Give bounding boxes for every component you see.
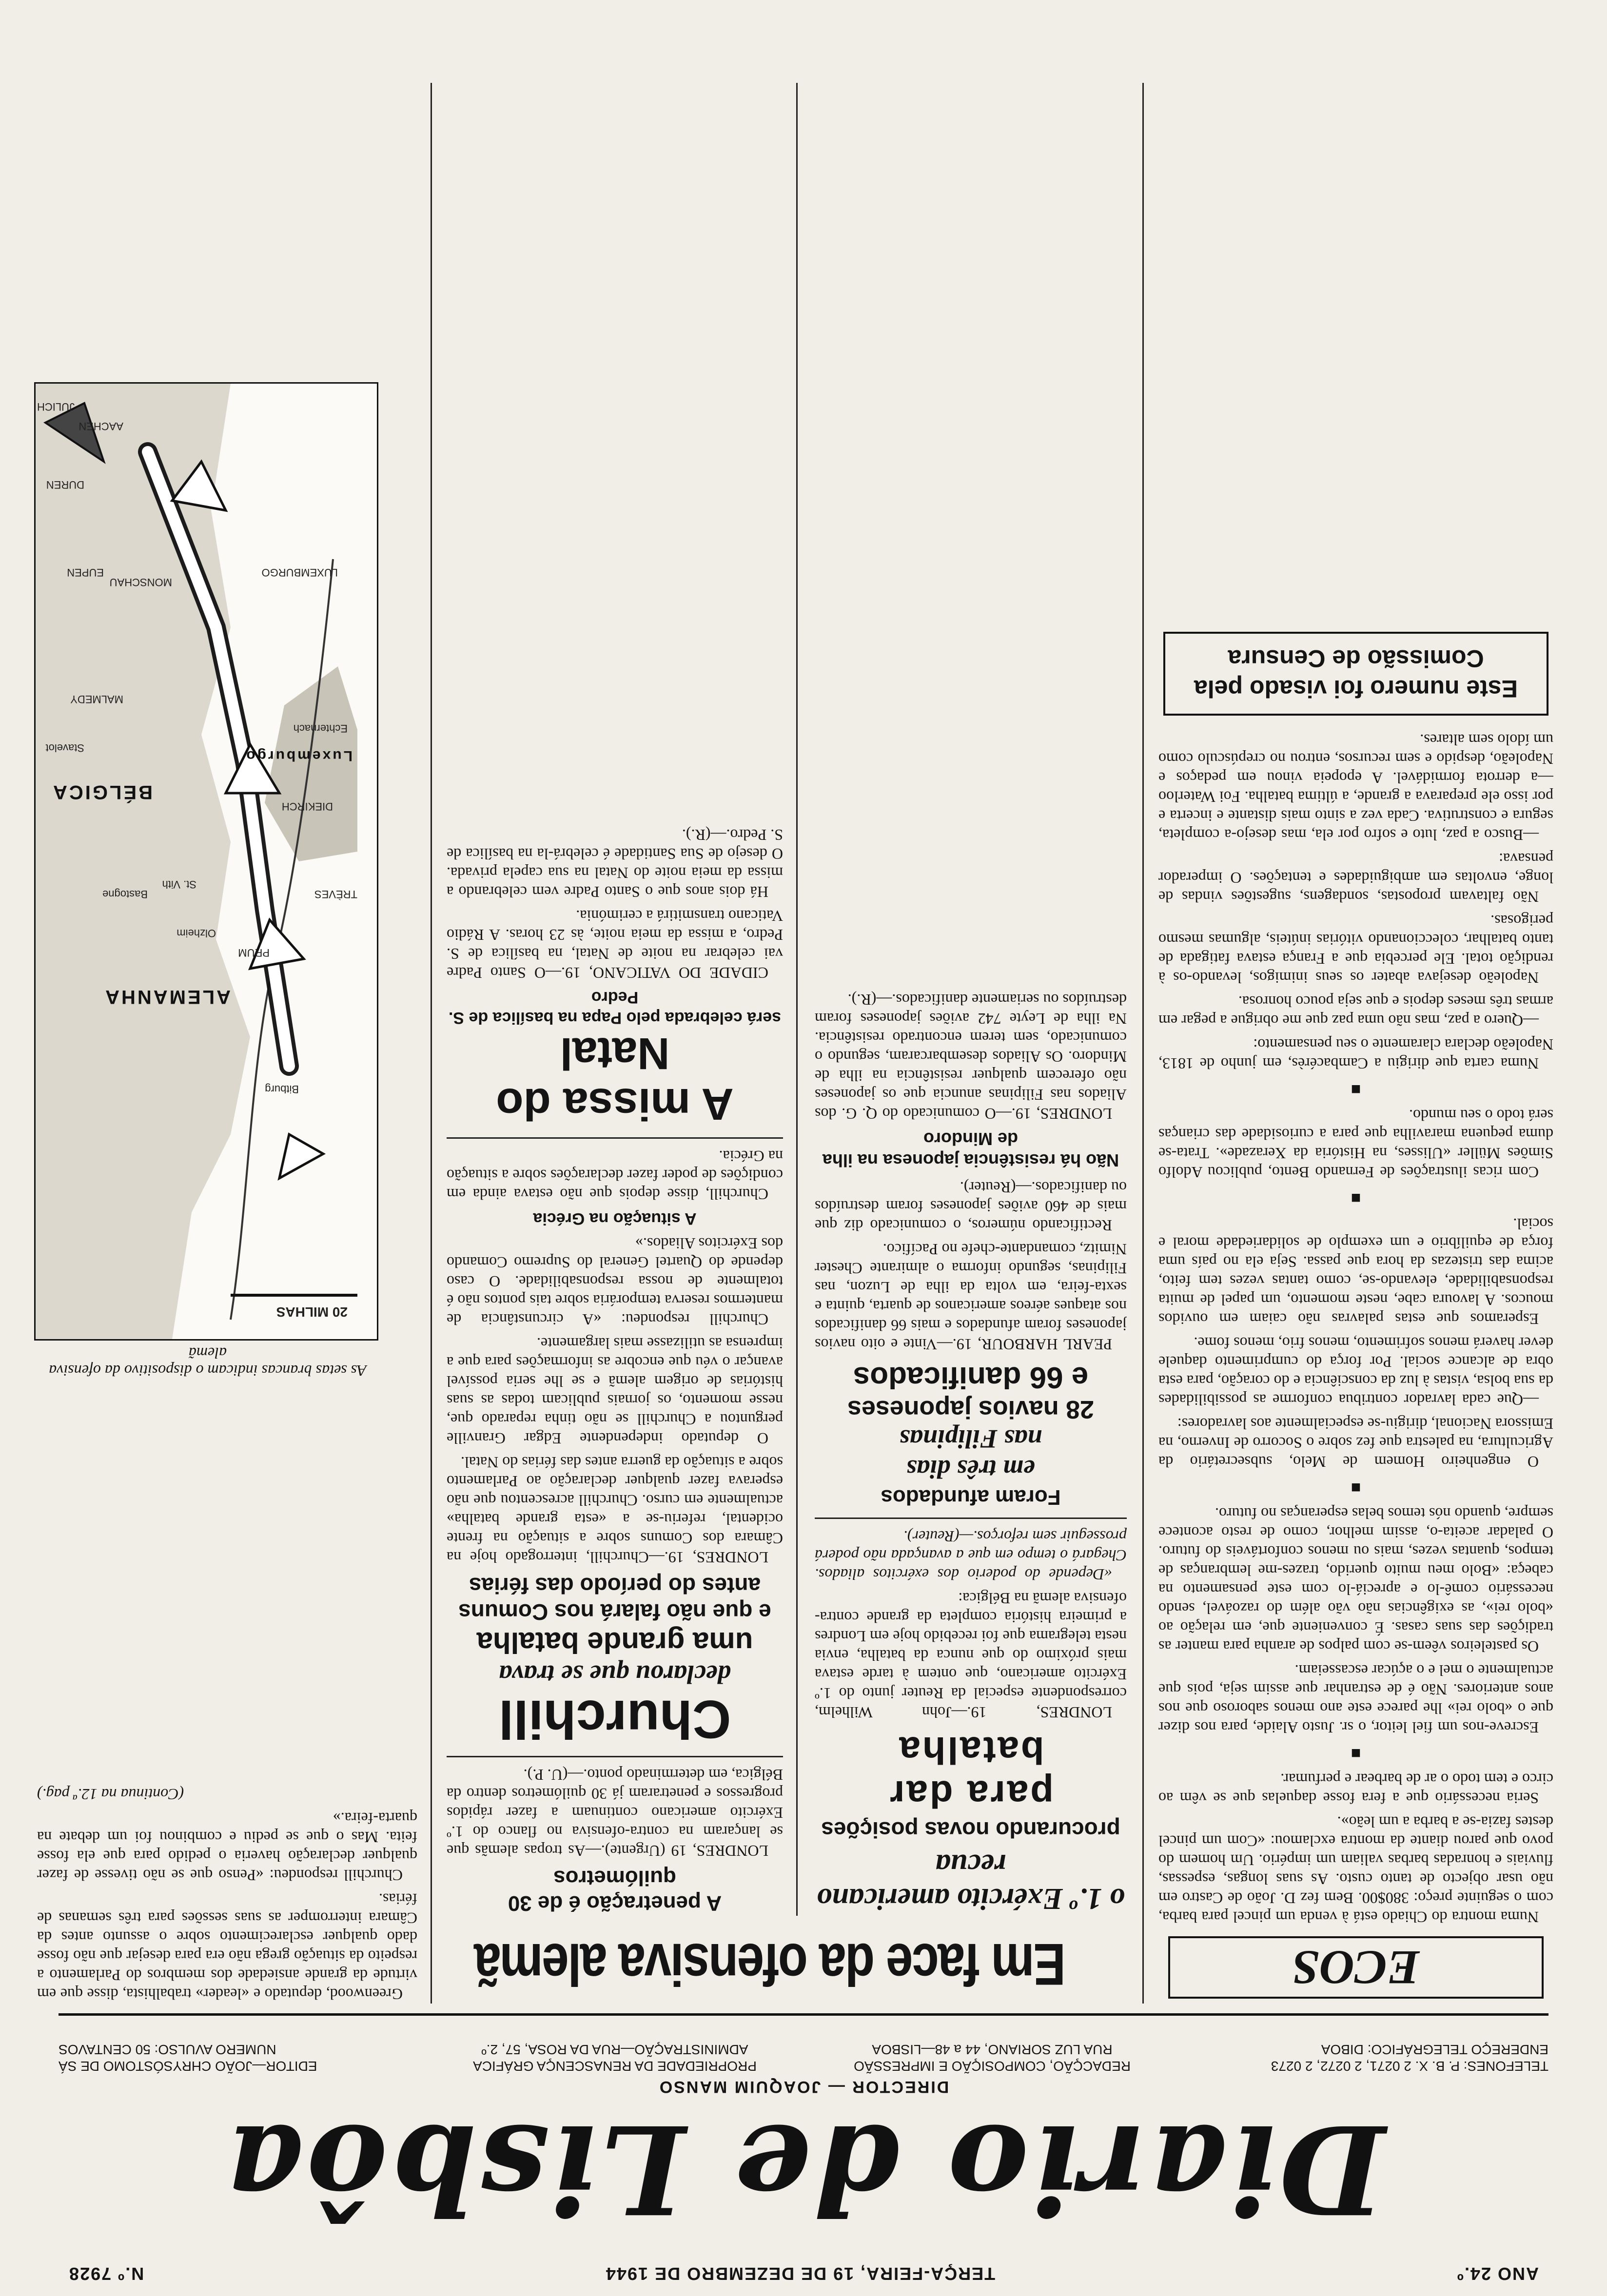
town-label: AACHEN xyxy=(78,420,123,432)
meta-redaction: REDACÇÃO, COMPOSIÇÃO E IMPRESSÃO RUA LUZ SORIANO, 44 a 48—LISBOA xyxy=(854,2042,1131,2074)
masthead-meta xyxy=(49,2021,1558,2074)
mass-sub: será celebrada pelo Papa na basílica de S. Pedro xyxy=(448,988,782,1027)
churchill-headline: Churchill xyxy=(498,1689,731,1749)
meta-property: PROPRIEDADE DA RENASCENÇA GRÁFICA ADMINISTRAÇÃO—RUA DA ROSA, 57, 2.º xyxy=(473,2042,757,2074)
town-label: St. Vith xyxy=(162,878,196,891)
meta-phones: TELEFONES: P. B. X. 2 0271, 2 0272, 2 0273 ENDEREÇO TELEGRÁFICO: DIBOA xyxy=(1271,2042,1548,2074)
town-label: MALMEDY xyxy=(70,693,123,705)
continued-note: (Continua na 12.ª pag.) xyxy=(37,1786,184,1803)
separator-icon: ■ xyxy=(1351,1189,1361,1207)
main-headline: Em face da ofensiva alemã xyxy=(475,1931,1066,1998)
issue-number: N.º 7928 xyxy=(68,2264,144,2284)
town-label: Olzheim xyxy=(176,927,216,939)
churchill-sub-2: uma grande batalha xyxy=(476,1626,753,1659)
masthead-rule xyxy=(59,2013,1548,2016)
town-label: JULICH xyxy=(37,401,75,413)
town-label: Echternach xyxy=(293,722,348,735)
column-3 xyxy=(447,83,783,1916)
churchill-sub-3: e que não falará nos Comuns xyxy=(458,1599,771,1625)
philippines-title-3: nas Filipinas xyxy=(899,1424,1042,1454)
mindoro-title: Não há resistência japonesa na ilha de Mindoro xyxy=(822,1129,1119,1170)
town-label: LUXEMBURGO xyxy=(261,566,338,579)
section-rule xyxy=(815,1518,1127,1519)
subheadline-2: procurando novas posições xyxy=(821,1817,1120,1843)
separator-icon: ■ xyxy=(1351,1479,1361,1497)
town-label: EUPEN xyxy=(67,566,104,579)
ecos-text: Numa montra do Chiado está à venda um pincel para barba, com o seguinte preço: 380$00. Bem fez D. João de Castro em não usar objecto de tanto custo. As suas longas, espessas, fluviais e honradas barbas valiam um império. Um homem do povo que parou diante da montra exclamou: «Com um pincel destes fazia-se a barba a um leão». Seria necessário que a fera fosse daquelas que se vêm ao circo e tem todo o ar de barbear e perfumar. ■ Escreve-nos um fiel leitor, o sr. Justo Alaide, para nos dizer que o «bolo rei» lhe parece este ano menos saboroso que nos anos anteriores. Não é de estranhar que assim seja, pois que actualmente o mel e o açúcar escasseiam. Os pasteleiros vêem-se com palpos de aranha para manter as tradições das suas casas. É conveniente que, em relação ao «bolo rei», as exigências não vão além do razoável, sendo necessário comê-lo e apreciá-lo com este pensamento na cabeça: «Bolo meu muito querido, trazes-me lembranças de tempos, quantas vezes, mais ou menos confortáveis do futuro. O paladar aceita-o, assim melhor, como de resto acontece sempre, quando nós temos belas esperanças no futuro. ■ O engenheiro Homem de Melo, subsecretário da Agricultura, na palestra que fez sobre o Socorro de Inverno, na Emissora Nacional, dirigiu-se especialmente aos lavradores: —Que cada lavrador contribua conforme as possibilidades da sua bolsa, vistas à luz da consciência e do coração, para esta obra de alcance social. Por força do cumprimento daquele dever haverá menos sofrimento, menos frio, menos fome. Esperamos que estas palavras não caiam em ouvidos moucos. A lavoura cabe, neste momento, um papel de muita responsabilidade, elevando-se, como tantas vezes tem feito, acima das tristezas da hora que passa. Seja ela no país uma força de equilíbrio e um exemplo de solidariedade moral e social. ■ Com ricas ilustrações de Fernando Bento, publicou Adolfo Simões Müller «Ulisses, na História da Xerazade». Trata-se duma pequena maravilha que para a curiosidade das crianças será todo o seu mundo. ■ Numa carta que dirigiu a Cambacérès, em junho de 1813, Napoleão declara claramente o seu pensamento: —Quero a paz, mas não uma paz que me obrigue a pegar em armas três meses depois e que seja pouco honrosa. Napoleão desejava abater os seus inimigos, levando-os à rendição total. Ele percebia que a França estava fatigada de tanto batalhar, coleccionando vitórias inúteis, algumas mesmo perigosas. Não faltavam propostas, sondagens, sugestões vindas de longe, envoltas em ambiguidades e tentações. O imperador pensava: —Busco a paz, luto e sofro por ela, mas desejo-a completa, segura e construtiva. Cada vez a sinto mais distante e incerta e por isso ele preparava a grande, a última batalha. Foi Waterloo—a derrota formidável. A epopeia vinou em pedaços e Napoleão, despido e sem recursos, entrou no crepúsculo como um ídolo sem altares. xyxy=(1158,731,1553,1926)
year: ANO 24.º xyxy=(1456,2264,1539,2284)
map-country-belgium: BÉLGICA xyxy=(51,781,153,803)
section-rule xyxy=(447,1756,783,1757)
town-label: Stavelot xyxy=(45,742,84,754)
town-label: TRÈVES xyxy=(314,888,357,900)
philippines-text: PEARL HARBOUR, 19.—Vinte e oito navios japoneses foram afundados e mais 66 danificados nos ataques aéreos americanos de quarta, quinta e sexta-feira, em volta da ilha de Luzon, nas Filipinas, segundo informa o almirante Chester Nimitz, comandante-chefe no Pacífico. Rectificando números, o comunicado diz que mais de 460 aviões japoneses foram destruídos ou danificados.—(Reuter). xyxy=(815,1179,1127,1353)
map-country-luxembourg: Luxemburgo xyxy=(244,748,353,764)
town-label: DUREN xyxy=(46,479,84,491)
town-label: PRUM xyxy=(238,947,270,959)
greece-title: A situação na Grécia xyxy=(533,1209,697,1228)
offensive-text: LONDRES, 19.—John Wilhelm, correspondente especial da Reuter junto do 1.º Exército americano, que ontem à tarde estava mais próximo do que nunca da batalha, envia nesta telegrama que foi recebido hoje em Londres a primeira história completa da grande contra-ofensiva alemã na Bélgica: «Depende do poderio dos exércitos aliados. Chegará o tempo em que a avançada não poderá prosseguir sem reforços.—(Reuter). xyxy=(815,1528,1127,1721)
town-label: Bitburg xyxy=(265,1083,299,1095)
ecos-column xyxy=(1158,83,1553,2004)
philippines-title-5: e 66 danificados xyxy=(853,1361,1089,1394)
town-label: Bastogne xyxy=(102,888,148,900)
ecos-heading: ECOS xyxy=(1168,1936,1544,1999)
map-caption: As setas brancas indicam o dispositivo da ofensiva alemã xyxy=(49,1344,367,1380)
churchill-sub-4: antes do período das férias xyxy=(469,1573,761,1598)
map-country-germany: ALEMANHA xyxy=(103,986,231,1008)
column-rule xyxy=(1142,83,1144,2004)
mass-text: CIDADE DO VATICANO, 19.—O Santo Padre vai celebrar na noite de Natal, na basílica de S. Pedro, a missa da meia noite, às 23 horas. A Rádio Vaticano transmitirá a cerimónia. Há dois anos que o Santo Padre vem celebrando a missa da meia noite do Natal na sua capela privada. O desejo de Sua Santidade é celebrá-la na basílica de S. Pedro.—(R.). xyxy=(447,826,783,982)
director-line: DIRECTOR — JOAQUIM MANSO xyxy=(658,2078,949,2096)
subheadline-3: para dar batalha xyxy=(888,1729,1054,1816)
section-rule xyxy=(447,1137,783,1139)
penetration-title: A penetração é de 30 quilómetros xyxy=(508,1866,722,1915)
column-rule xyxy=(796,83,798,1916)
mass-headline: A missa do Natal xyxy=(496,1029,734,1129)
town-label: DIEKIRCH xyxy=(281,800,333,813)
meta-editor: EDITOR—JOÃO CHRYSÓSTOMO DE SÁ NUMERO AVULSO: 50 CENTAVOS xyxy=(59,2042,317,2074)
penetration-text: LONDRES, 19 (Urgente).—As tropas alemãs que se lançaram na contra-ofensiva no flanco do 1.º Exército americano continuam a fazer rápidos progressos e penetraram já 30 quilómetros dentro da Bélgica, em determinado ponto.—(U. P.). xyxy=(447,1766,783,1860)
map-scale: 20 MILHAS xyxy=(276,1304,348,1320)
nameplate-title: Diario de Lisbôa xyxy=(221,2098,1386,2241)
philippines-title-1: Foram afundados xyxy=(881,1485,1061,1509)
date: TERÇA-FEIRA, 19 DE DEZEMBRO DE 1944 xyxy=(605,2264,996,2284)
churchill-text: LONDRES, 19.—Churchill, interrogado hoje na Câmara dos Comuns sobre a situação na frente ocidental, referiu-se a «esta grande batalha» actualmente em curso. Churchill acrescentou que não esperava fazer qualquer declaração ao Parlamento sobre a situação da guerra antes das férias do Natal. O deputado independente Edgar Granville perguntou a Churchill se não tinha reparado que, nesse momento, os jornais publicam todas as suas histórias de origem alemã e se lhe seria possível avançar o véu que encobre as informações para que a imprensa as utilizasse mais largamente. Churchill respondeu: «A circunstância de mantermos reserva temporária sobre tais pontos não é totalmente de nossa responsabilidade. O caso depende do Quartel General do Supremo Comando dos Exércitos Aliados.» xyxy=(447,1235,783,1566)
philippines-title-2: em três dias xyxy=(906,1455,1035,1484)
philippines-title-4: 28 navios japoneses xyxy=(847,1395,1094,1423)
greece-text: Churchill, disse depois que não estava ainda em condições de poder fazer declarações sobre a situação na Grécia. xyxy=(447,1148,783,1203)
map-graphic xyxy=(36,384,377,1339)
subheadline-1: o 1.º Exército americano recua xyxy=(817,1848,1125,1915)
mindoro-text: LONDRES, 19.—O comunicado do Q. G. dos Aliados nas Filipinas anuncia que os japoneses não oferecem qualquer resistência na ilha de Mindoro. Os Aliados desembarcaram, segundo o comunicado, sem terem encontrado resistência. Na ilha de Leyte 742 aviões japoneses foram destruídos ou seriamente danificados.—(R.). xyxy=(815,991,1127,1123)
column-2 xyxy=(815,83,1127,1916)
column-4 xyxy=(37,1389,417,2004)
column-rule xyxy=(431,83,432,2004)
edition-line xyxy=(68,2263,1539,2284)
town-label: MONSCHAU xyxy=(109,576,172,588)
censor-notice: Este numero foi visado pela Comissão de Censura xyxy=(1163,632,1548,716)
ardennes-map xyxy=(34,382,378,1341)
separator-icon: ■ xyxy=(1351,1744,1361,1762)
churchill-sub-1: declarou que se trava xyxy=(499,1660,731,1689)
greece-continued-text: Greenwood, deputado e «leader» trabalhista, disse que em virtude da grande ansiedade dos membros do Parlamento a respeito da situação grega não era para desejar que não fosse dado qualquer esclarecimento sobre o assunto antes da Câmara interromper as suas sessões para três semanas de férias. Churchill respondeu: «Penso que se não tivesse de fazer qualquer declaração haveria o pedido para que ela fosse feita. Mas o que se pediu e combinou foi um debate na quarta-feira.» (Continua na 12.ª pag.) xyxy=(37,1786,417,2003)
separator-icon: ■ xyxy=(1351,1080,1361,1098)
